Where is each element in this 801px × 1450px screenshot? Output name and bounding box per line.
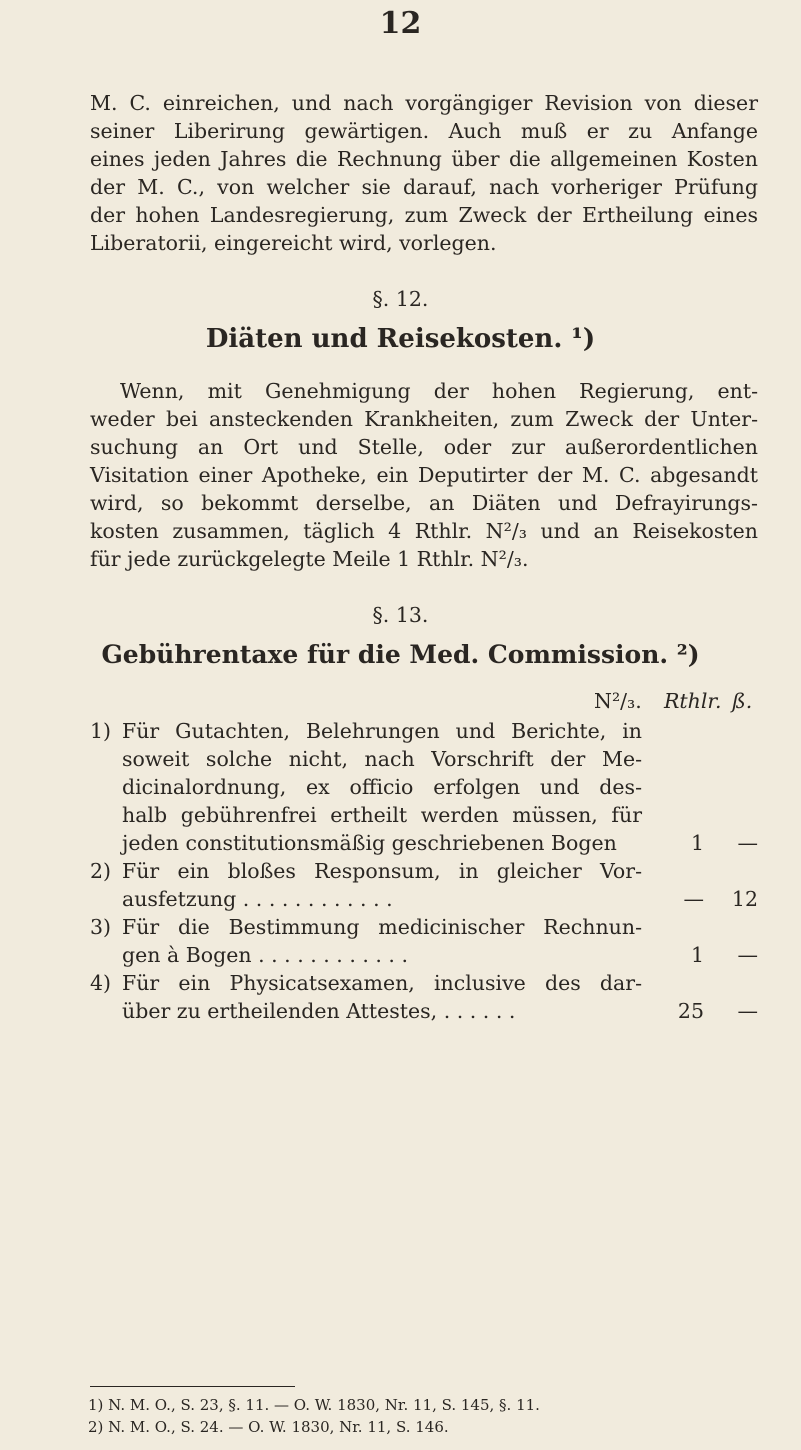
intro-line: Liberatorii, eingereicht wird, vorlegen. bbox=[90, 231, 497, 255]
intro-line: seiner Liberirung gewärtigen. Auch muß er zu Anfange bbox=[90, 119, 758, 143]
item-line: Für ein Physicatsexamen, inclusive des dar- bbox=[122, 971, 642, 995]
item-number: 1) bbox=[90, 719, 112, 743]
item-line: dicinalordnung, ex officio erfolgen und des- bbox=[122, 775, 642, 799]
item-schilling: — bbox=[737, 999, 758, 1023]
item-number: 4) bbox=[90, 971, 112, 995]
item-line: halb gebührenfrei ertheilt werden müssen, für bbox=[122, 803, 642, 827]
section-number: §. 13. bbox=[372, 603, 429, 627]
section-number: §. 12. bbox=[372, 287, 429, 311]
item-rthlr: 1 bbox=[690, 943, 704, 967]
item-schilling: — bbox=[737, 943, 758, 967]
paragraph-line: kosten zusammen, täglich 4 Rthlr. N²/₃ und an Reisekosten bbox=[90, 519, 758, 543]
footnote-rule bbox=[90, 1386, 295, 1387]
item-line: Für Gutachten, Belehrungen und Berichte, in bbox=[122, 719, 642, 743]
page-number: 12 bbox=[379, 6, 422, 41]
item-rthlr: 25 bbox=[677, 999, 704, 1023]
paragraph-line: wird, so bekommt derselbe, an Diäten und Defrayirungs- bbox=[90, 491, 758, 515]
paragraph-line: für jede zurückgelegte Meile 1 Rthlr. N²/₃. bbox=[90, 547, 529, 571]
item-line: ausfetzung . . . . . . . . . . . . bbox=[122, 887, 393, 911]
item-line: Für die Bestimmung medicinischer Rechnun- bbox=[122, 915, 642, 939]
item-schilling: 12 bbox=[731, 887, 758, 911]
section-title: Diäten und Reisekosten. ¹) bbox=[205, 324, 596, 354]
section-title: Gebührentaxe für die Med. Commission. ²) bbox=[101, 640, 700, 669]
column-header-schilling: ß. bbox=[732, 689, 753, 713]
paragraph-line: Wenn, mit Genehmigung der hohen Regierung, ent- bbox=[120, 379, 758, 403]
intro-line: der hohen Landesregierung, zum Zweck der Ertheilung eines bbox=[90, 203, 758, 227]
item-line: gen à Bogen . . . . . . . . . . . . bbox=[122, 943, 408, 967]
footnote: 2) N. M. O., S. 24. — O. W. 1830, Nr. 11, S. 146. bbox=[88, 1418, 449, 1436]
item-rthlr: — bbox=[683, 887, 704, 911]
item-line: soweit solche nicht, nach Vorschrift der Me- bbox=[122, 747, 642, 771]
paragraph-line: Visitation einer Apotheke, ein Deputirter der M. C. abgesandt bbox=[90, 463, 758, 487]
column-header-currency: N²/₃. bbox=[594, 689, 642, 713]
item-number: 3) bbox=[90, 915, 112, 939]
paragraph-line: weder bei ansteckenden Krankheiten, zum Zweck der Unter- bbox=[90, 407, 758, 431]
paragraph-line: suchung an Ort und Stelle, oder zur außerordentlichen bbox=[90, 435, 758, 459]
item-schilling: — bbox=[737, 831, 758, 855]
intro-line: M. C. einreichen, und nach vorgängiger Revision von dieser bbox=[90, 91, 758, 115]
column-header-rthlr: Rthlr. bbox=[664, 689, 722, 713]
item-number: 2) bbox=[90, 859, 112, 883]
footnote: 1) N. M. O., S. 23, §. 11. — O. W. 1830, Nr. 11, S. 145, §. 11. bbox=[88, 1396, 540, 1414]
intro-line: der M. C., von welcher sie darauf, nach vorheriger Prüfung bbox=[90, 175, 758, 199]
item-line: über zu ertheilenden Attestes, . . . . . . bbox=[122, 999, 516, 1023]
intro-line: eines jeden Jahres die Rechnung über die allgemeinen Kosten bbox=[90, 147, 758, 171]
item-line: jeden constitutionsmäßig geschriebenen Bogen bbox=[122, 831, 617, 855]
item-rthlr: 1 bbox=[690, 831, 704, 855]
item-line: Für ein bloßes Responsum, in gleicher Vor- bbox=[122, 859, 642, 883]
